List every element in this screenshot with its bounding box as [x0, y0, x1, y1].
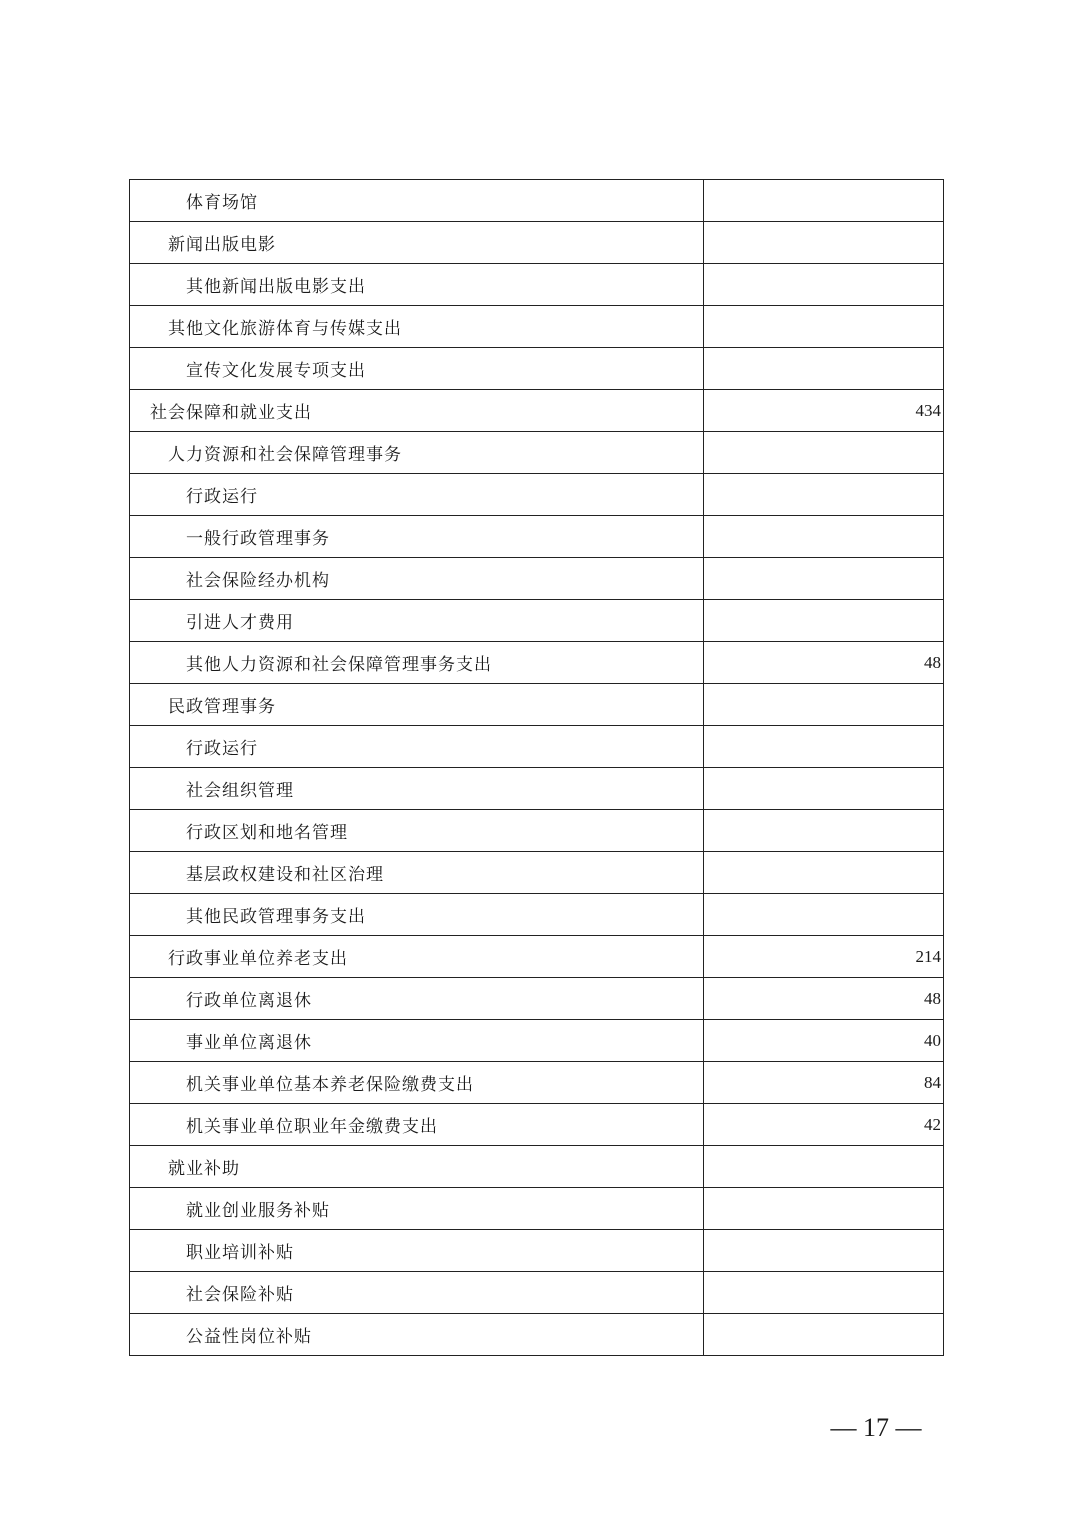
table-row [130, 1272, 943, 1314]
row-item-name: 行政运行 [130, 726, 704, 767]
row-item-value [704, 768, 943, 809]
row-item-value [704, 1272, 943, 1313]
row-item-value [704, 1188, 943, 1229]
table-row [130, 1188, 943, 1230]
row-item-name: 职业培训补贴 [130, 1230, 704, 1271]
table-row [130, 306, 943, 348]
table-row [130, 432, 943, 474]
table-row [130, 894, 943, 936]
row-item-name: 机关事业单位职业年金缴费支出 [130, 1104, 704, 1145]
row-item-value [704, 474, 943, 515]
table-row [130, 1104, 943, 1146]
budget-table [129, 179, 944, 1356]
table-row [130, 1020, 943, 1062]
table-row [130, 600, 943, 642]
row-item-name: 体育场馆 [130, 180, 704, 221]
table-row [130, 1062, 943, 1104]
row-item-name: 就业创业服务补贴 [130, 1188, 704, 1229]
table-row [130, 222, 943, 264]
table-row [130, 936, 943, 978]
row-item-name: 社会保险补贴 [130, 1272, 704, 1313]
table-row [130, 474, 943, 516]
row-item-value: 214 [915, 946, 941, 966]
row-item-value [704, 516, 943, 557]
row-item-value [704, 1230, 943, 1271]
row-item-value [704, 894, 943, 935]
row-item-name: 社会保障和就业支出 [130, 390, 704, 431]
page-number: — 17 — [830, 1413, 922, 1442]
row-item-name: 社会组织管理 [130, 768, 704, 809]
row-item-value: 48 [924, 988, 941, 1008]
table-row [130, 1146, 943, 1188]
row-item-name: 社会保险经办机构 [130, 558, 704, 599]
row-item-value [704, 726, 943, 767]
row-item-name: 就业补助 [130, 1146, 704, 1187]
table-row [130, 1314, 943, 1356]
row-item-name: 基层政权建设和社区治理 [130, 852, 704, 893]
row-item-name: 其他文化旅游体育与传媒支出 [130, 306, 704, 347]
row-item-value [704, 432, 943, 473]
row-item-value: 40 [924, 1030, 941, 1050]
table-row [130, 642, 943, 684]
row-item-value: 84 [924, 1072, 941, 1092]
row-item-name: 民政管理事务 [130, 684, 704, 725]
row-item-value [704, 810, 943, 851]
table-row [130, 978, 943, 1020]
row-item-value [704, 306, 943, 347]
table-row [130, 768, 943, 810]
row-item-value [704, 222, 943, 263]
table-row [130, 264, 943, 306]
row-item-name: 行政单位离退休 [130, 978, 704, 1019]
row-item-name: 其他民政管理事务支出 [130, 894, 704, 935]
table-row [130, 684, 943, 726]
table-row [130, 180, 943, 222]
row-item-value [704, 558, 943, 599]
table-row [130, 516, 943, 558]
table-row [130, 726, 943, 768]
table-row [130, 390, 943, 432]
row-item-name: 事业单位离退休 [130, 1020, 704, 1061]
row-item-name: 行政事业单位养老支出 [130, 936, 704, 977]
row-item-value [704, 852, 943, 893]
row-item-value [704, 180, 943, 221]
row-item-name: 公益性岗位补贴 [130, 1314, 704, 1355]
table-row [130, 810, 943, 852]
row-item-name: 新闻出版电影 [130, 222, 704, 263]
table-row [130, 348, 943, 390]
row-item-value [704, 1314, 943, 1355]
row-item-value: 434 [915, 400, 941, 420]
row-item-value: 48 [924, 652, 941, 672]
row-item-name: 宣传文化发展专项支出 [130, 348, 704, 389]
row-item-value [704, 684, 943, 725]
table-row [130, 558, 943, 600]
row-item-name: 机关事业单位基本养老保险缴费支出 [130, 1062, 704, 1103]
row-item-name: 行政运行 [130, 474, 704, 515]
row-item-value [704, 348, 943, 389]
row-item-value [704, 1146, 943, 1187]
row-item-name: 其他新闻出版电影支出 [130, 264, 704, 305]
row-item-value [704, 264, 943, 305]
row-item-name: 一般行政管理事务 [130, 516, 704, 557]
row-item-value: 42 [924, 1114, 941, 1134]
table-row [130, 852, 943, 894]
table-row [130, 1230, 943, 1272]
row-item-name: 引进人才费用 [130, 600, 704, 641]
row-item-name: 其他人力资源和社会保障管理事务支出 [130, 642, 704, 683]
row-item-value [704, 600, 943, 641]
row-item-name: 人力资源和社会保障管理事务 [130, 432, 704, 473]
row-item-name: 行政区划和地名管理 [130, 810, 704, 851]
